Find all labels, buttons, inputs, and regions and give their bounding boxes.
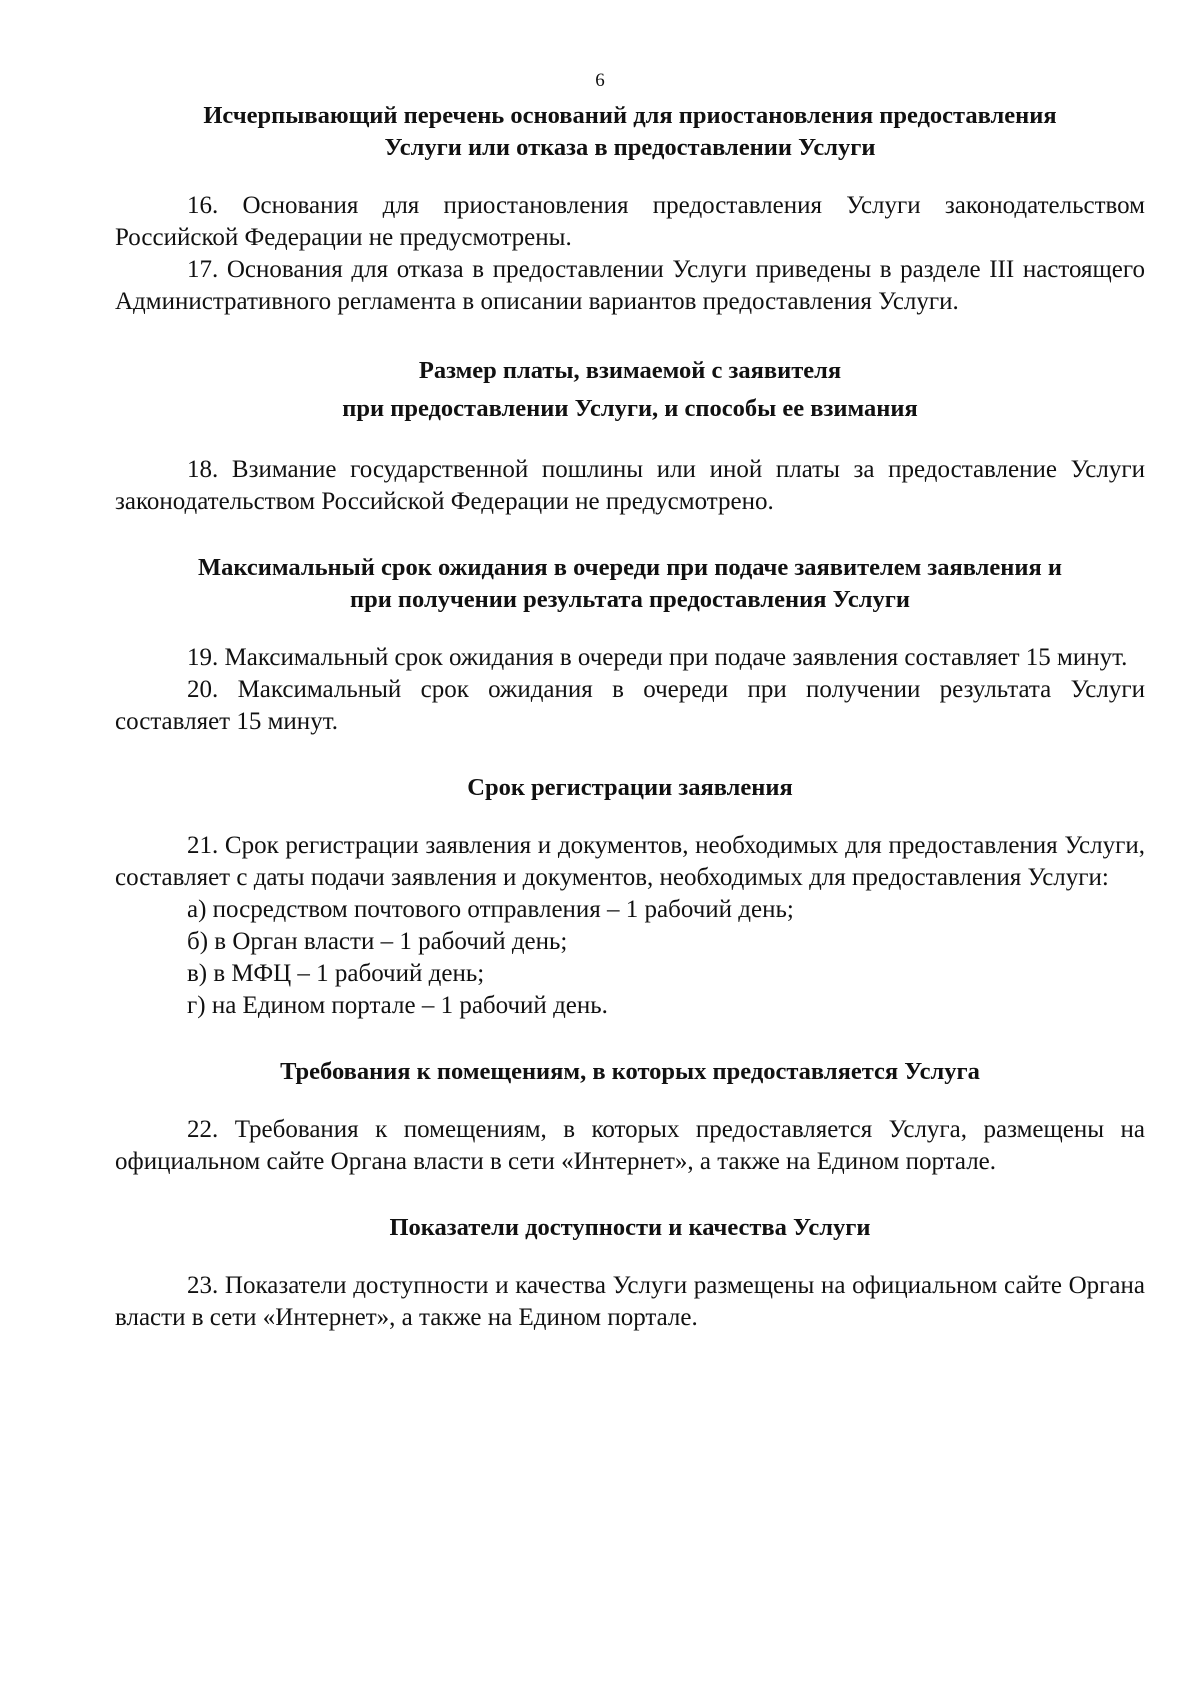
paragraph-23: 23. Показатели доступности и качества Услуги размещены на официальном сайте Органа власти в сети «Интернет», а также на Едином портале. bbox=[115, 1272, 1145, 1331]
list-item-g: г) на Едином портале – 1 рабочий день. bbox=[187, 992, 608, 1019]
paragraph-17: 17. Основания для отказа в предоставлении Услуги приведены в разделе III настоящего Административного регламента в описании вариантов предоставления Услуги. bbox=[115, 256, 1145, 315]
heading-line: Максимальный срок ожидания в очереди при подаче заявителем заявления и bbox=[197, 554, 1063, 581]
list-item-v: в) в МФЦ – 1 рабочий день; bbox=[187, 960, 485, 987]
list-item-b: б) в Орган власти – 1 рабочий день; bbox=[187, 928, 568, 955]
list-item-a: а) посредством почтового отправления – 1 рабочий день; bbox=[187, 896, 794, 923]
heading-line: Показатели доступности и качества Услуги bbox=[389, 1214, 871, 1241]
heading-line: при предоставлении Услуги, и способы ее взимания bbox=[342, 395, 918, 422]
paragraph-21: 21. Срок регистрации заявления и документов, необходимых для предоставления Услуги, составляет с даты подачи заявления и документов, необходимых для предоставления Услуги: bbox=[115, 832, 1145, 891]
section-queue-time bbox=[115, 552, 1145, 738]
section-heading bbox=[115, 1056, 1145, 1088]
heading-line: Размер платы, взимаемой с заявителя bbox=[418, 357, 842, 384]
paragraph-18: 18. Взимание государственной пошлины или иной платы за предоставление Услуги законодательством Российской Федерации не предусмотрено. bbox=[115, 456, 1145, 515]
heading-line: Срок регистрации заявления bbox=[467, 774, 793, 801]
section-premises-requirements bbox=[115, 1056, 1145, 1178]
section-heading bbox=[115, 352, 1145, 428]
section-registration-term bbox=[115, 772, 1145, 1022]
heading-line: Исчерпывающий перечень оснований для приостановления предоставления bbox=[203, 102, 1057, 129]
section-heading bbox=[115, 100, 1145, 164]
heading-line: Требования к помещениям, в которых предоставляется Услуга bbox=[280, 1058, 980, 1085]
heading-line: при получении результата предоставления Услуги bbox=[349, 586, 911, 613]
section-heading bbox=[115, 772, 1145, 804]
section-heading bbox=[115, 552, 1145, 616]
page-number: 6 bbox=[595, 70, 605, 91]
paragraph-19: 19. Максимальный срок ожидания в очереди при подаче заявления составляет 15 минут. bbox=[187, 644, 1128, 671]
heading-line: Услуги или отказа в предоставлении Услуги bbox=[384, 134, 876, 161]
paragraph-20: 20. Максимальный срок ожидания в очереди при получении результата Услуги составляет 15 минут. bbox=[115, 676, 1145, 735]
section-quality-indicators bbox=[115, 1212, 1145, 1334]
section-suspension-grounds bbox=[115, 100, 1145, 318]
section-heading bbox=[115, 1212, 1145, 1244]
document-body bbox=[115, 100, 1145, 1334]
paragraph-22: 22. Требования к помещениям, в которых предоставляется Услуга, размещены на официальном сайте Органа власти в сети «Интернет», а также на Едином портале. bbox=[115, 1116, 1145, 1175]
section-fee bbox=[115, 352, 1145, 518]
paragraph-16: 16. Основания для приостановления предоставления Услуги законодательством Российской Федерации не предусмотрены. bbox=[115, 192, 1145, 251]
